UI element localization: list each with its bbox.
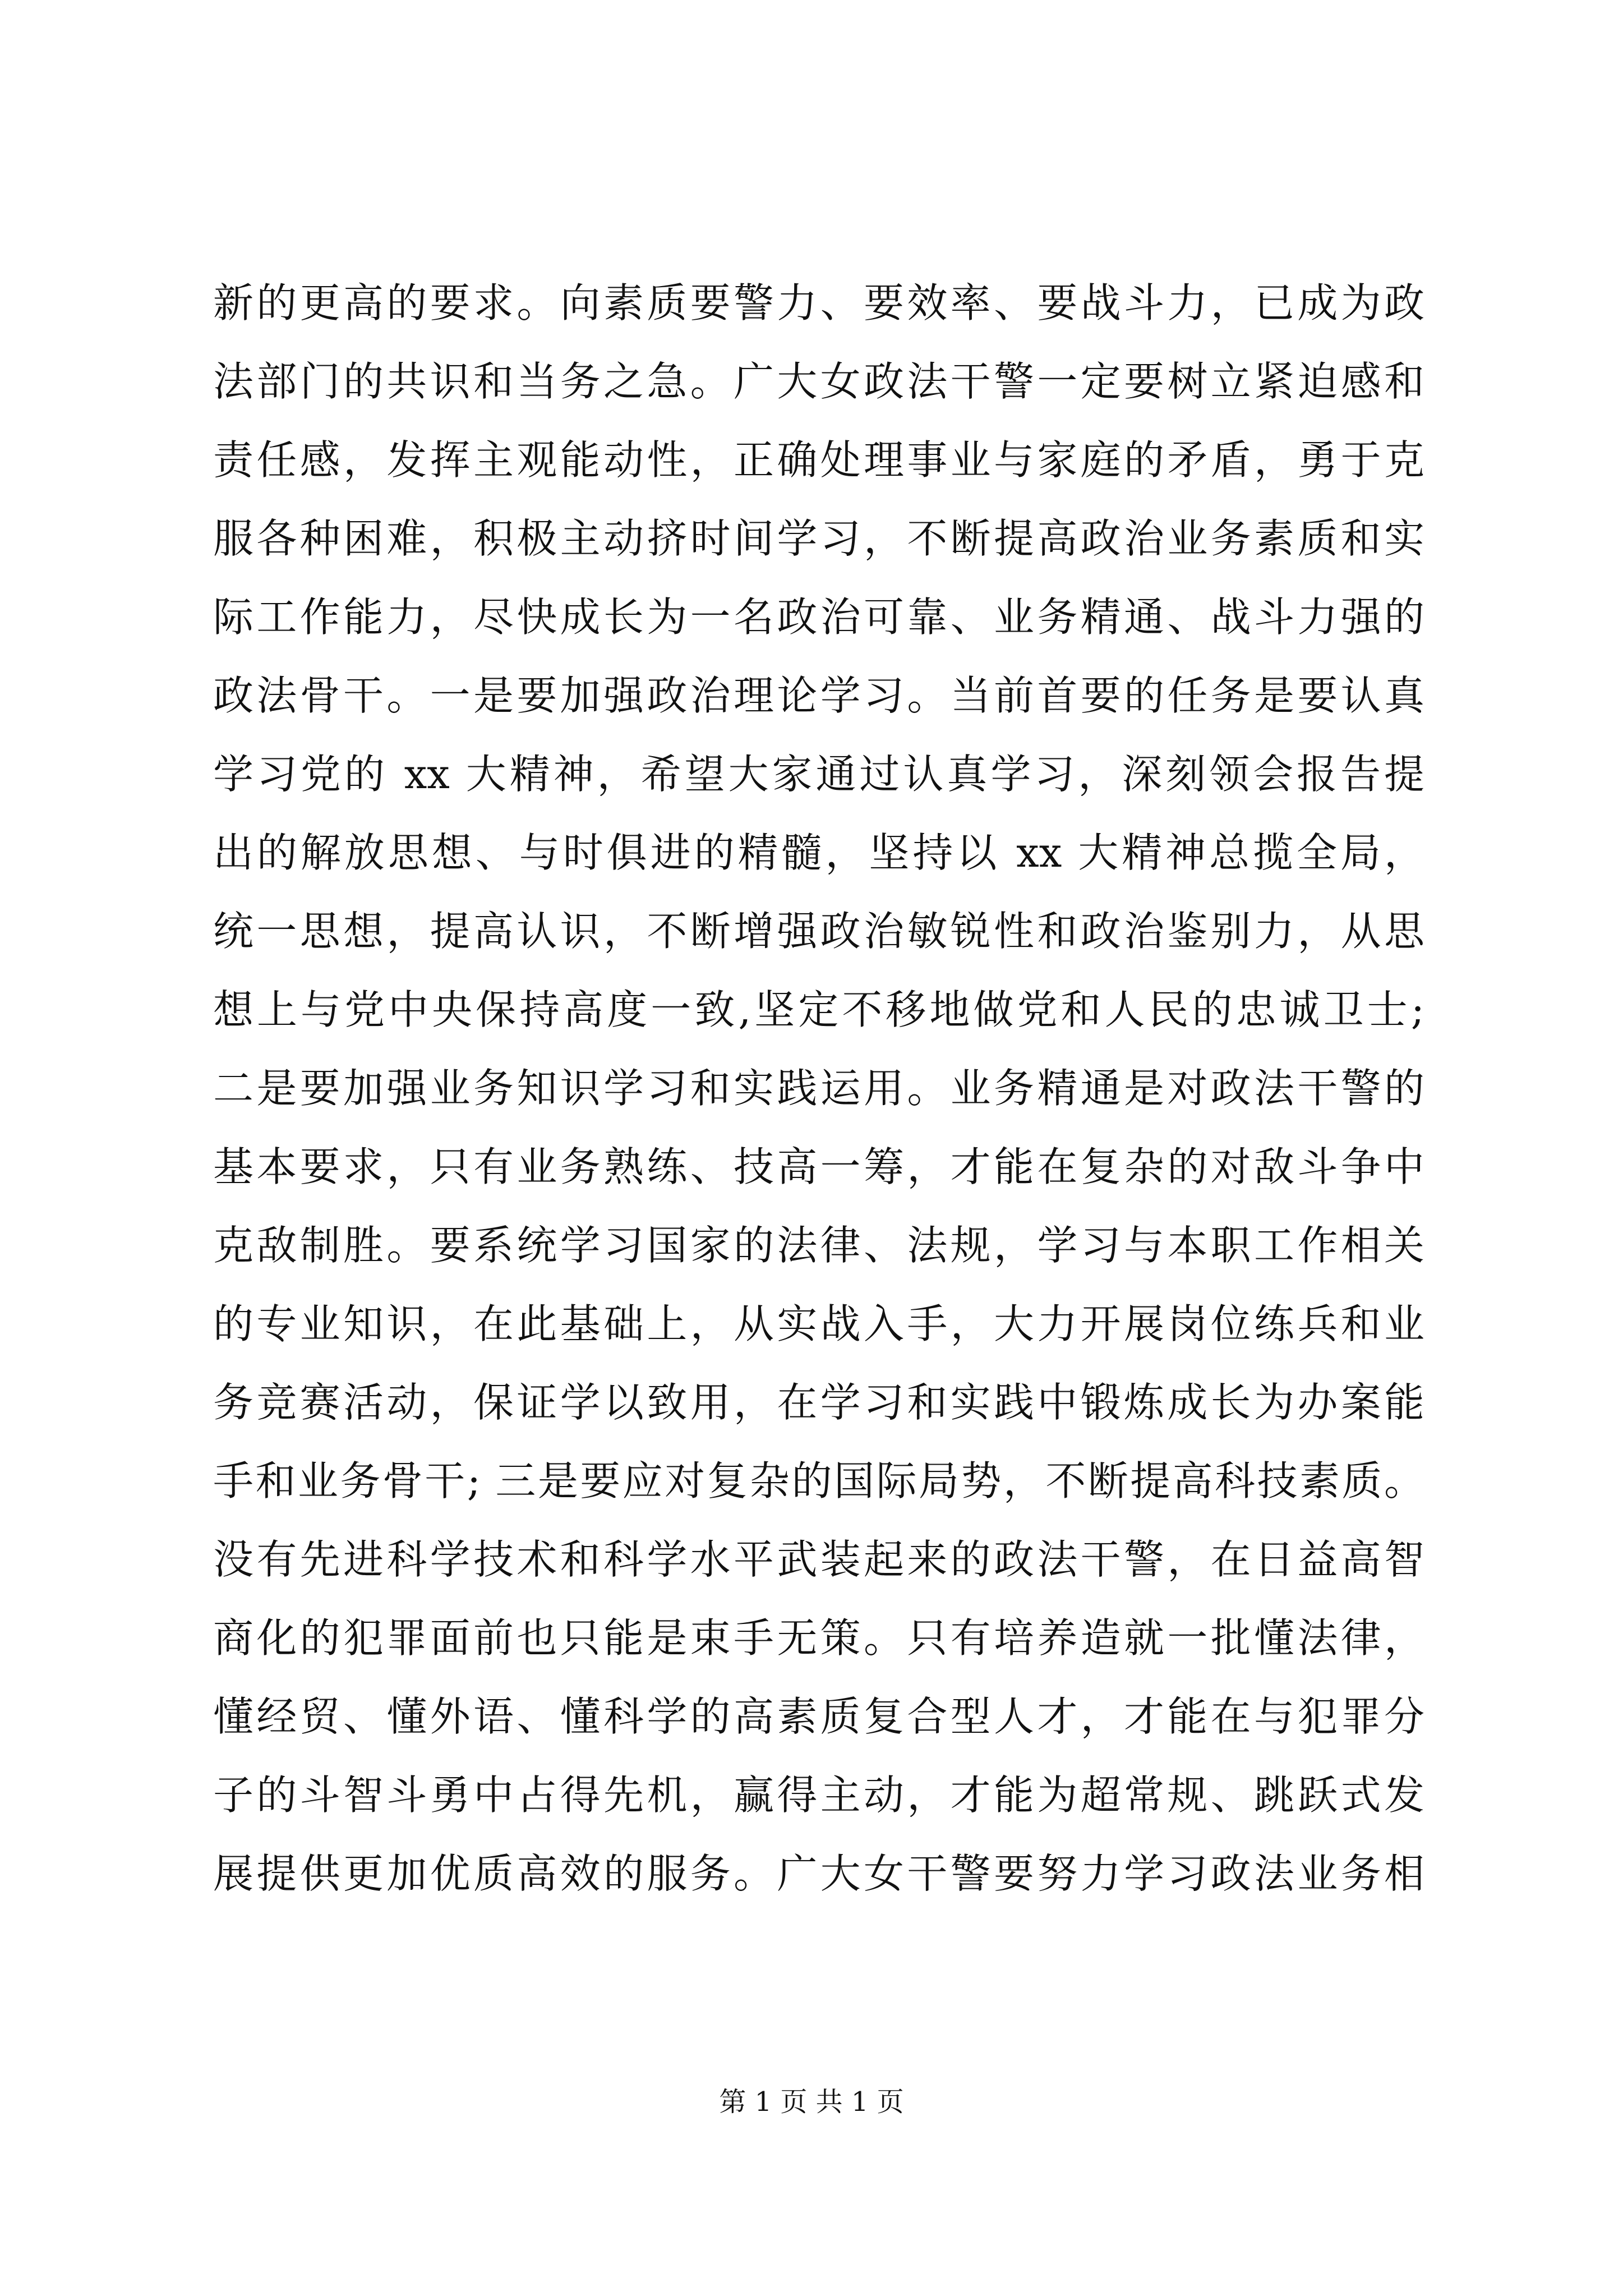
- page-footer: 第 1 页 共 1 页: [719, 2086, 904, 2118]
- text-line: 展提供更加优质高效的服务。广大女干警要努力学习政法业务相: [213, 1850, 1424, 1897]
- text-line: 的专业知识，在此基础上，从实战入手，大力开展岗位练兵和业: [213, 1300, 1424, 1347]
- text-line: 子的斗智斗勇中占得先机，赢得主动，才能为超常规、跳跃式发: [213, 1772, 1424, 1819]
- text-line: 基本要求，只有业务熟练、技高一筹，才能在复杂的对敌斗争中: [213, 1143, 1424, 1190]
- body-text: [213, 264, 1424, 1913]
- text-line: 务竞赛活动，保证学以致用，在学习和实践中锻炼成长为办案能: [213, 1379, 1424, 1426]
- text-line: 懂经贸、懂外语、懂科学的高素质复合型人才，才能在与犯罪分: [213, 1693, 1424, 1740]
- text-line: 际工作能力，尽快成长为一名政治可靠、业务精通、战斗力强的: [213, 593, 1424, 641]
- text-line: 政法骨干。一是要加强政治理论学习。当前首要的任务是要认真: [213, 672, 1424, 719]
- text-line: 出的解放思想、与时俱进的精髓，坚持以 xx 大精神总揽全局，: [213, 829, 1424, 876]
- text-line: 二是要加强业务知识学习和实践运用。业务精通是对政法干警的: [213, 1065, 1424, 1112]
- text-line: 责任感，发挥主观能动性，正确处理事业与家庭的矛盾，勇于克: [213, 436, 1424, 484]
- text-line: 没有先进科学技术和科学水平武装起来的政法干警，在日益高智: [213, 1536, 1424, 1583]
- text-line: 服各种困难，积极主动挤时间学习，不断提高政治业务素质和实: [213, 515, 1424, 562]
- text-line: 学习党的 xx 大精神，希望大家通过认真学习，深刻领会报告提: [213, 751, 1424, 798]
- text-line: 统一思想，提高认识，不断增强政治敏锐性和政治鉴别力，从思: [213, 908, 1424, 955]
- text-line: 商化的犯罪面前也只能是束手无策。只有培养造就一批懂法律，: [213, 1614, 1424, 1662]
- text-line: 法部门的共识和当务之急。广大女政法干警一定要树立紧迫感和: [213, 358, 1424, 405]
- text-line: 手和业务骨干; 三是要应对复杂的国际局势，不断提高科技素质。: [213, 1457, 1424, 1504]
- text-line: 新的更高的要求。向素质要警力、要效率、要战斗力，已成为政: [213, 279, 1424, 326]
- text-line: 克敌制胜。要系统学习国家的法律、法规，学习与本职工作相关: [213, 1222, 1424, 1269]
- text-line: 想上与党中央保持高度一致,坚定不移地做党和人民的忠诚卫士;: [213, 986, 1424, 1033]
